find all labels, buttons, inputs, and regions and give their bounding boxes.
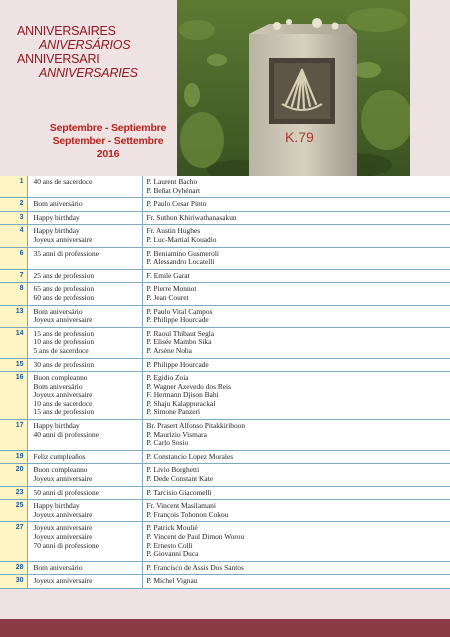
day-number: 1 xyxy=(0,176,27,198)
month-heading xyxy=(20,122,196,161)
day-number: 3 xyxy=(0,211,27,225)
person-name: Fr. Vincent Masilamani xyxy=(146,501,216,511)
event-text: Happy birthday xyxy=(33,212,80,222)
names-cell xyxy=(142,305,450,327)
header-photo xyxy=(177,0,410,176)
event-text: 5 ans de sacerdoce xyxy=(33,345,89,355)
names-cell xyxy=(142,176,450,198)
person-name: P. Shaju Kalappurackal xyxy=(146,398,216,408)
person-name: P. Luc-Martial Kouadio xyxy=(146,234,217,244)
names-cell xyxy=(142,522,450,561)
person-name: P. Paulo Vital Campos xyxy=(146,306,213,316)
person-name: P. Raoul Thibaut Segla xyxy=(146,328,215,338)
event-text: Buon compleanno xyxy=(33,465,88,475)
event-text: 50 anni di professione xyxy=(33,487,99,497)
person-name: Br. Prasert Alfonso Pitakkiriboon xyxy=(146,421,246,431)
event-text: 25 ans de profession xyxy=(33,270,95,280)
names-cell xyxy=(142,450,450,464)
table-row xyxy=(0,225,450,247)
event-cell xyxy=(27,420,142,451)
table-row xyxy=(0,464,450,486)
table-row xyxy=(0,372,450,420)
person-name: P. Elisée Mambo Sika xyxy=(146,337,212,347)
names-cell xyxy=(142,211,450,225)
day-number: 4 xyxy=(0,225,27,247)
event-text: Bom aniversário xyxy=(33,306,83,316)
table-row xyxy=(0,269,450,283)
event-text: Happy birthday xyxy=(33,421,80,431)
day-number: 7 xyxy=(0,269,27,283)
person-name: P. Michel Vignau xyxy=(146,576,198,586)
table-row xyxy=(0,283,450,305)
person-name: P. Pierre Monnot xyxy=(146,284,197,294)
person-name: P. Simone Panzeri xyxy=(146,407,201,417)
table-row xyxy=(0,358,450,372)
event-cell xyxy=(27,522,142,561)
event-cell xyxy=(27,358,142,372)
names-cell xyxy=(142,269,450,283)
photo-credit-strip xyxy=(437,4,447,124)
event-text: 40 ans de sacerdoce xyxy=(33,177,93,186)
person-name: P. Paulo Cesar Pinto xyxy=(146,199,207,209)
plaque-number: K.79 xyxy=(285,129,314,145)
event-text: Joyeux anniversaire xyxy=(33,234,93,244)
event-text: Joyeux anniversaire xyxy=(33,523,93,533)
table-row xyxy=(0,211,450,225)
event-text: 15 ans de profession xyxy=(33,328,95,338)
event-cell xyxy=(27,561,142,575)
event-cell xyxy=(27,464,142,486)
event-text: 30 ans de profession xyxy=(33,359,95,369)
table-row xyxy=(0,247,450,269)
day-number: 17 xyxy=(0,420,27,451)
event-text: Joyeux anniversaire xyxy=(33,576,93,586)
person-name: Fr. Suthon Khiriwathanasakun xyxy=(146,212,237,222)
event-cell xyxy=(27,575,142,589)
event-text: Joyeux anniversaire xyxy=(33,390,93,400)
day-number: 15 xyxy=(0,358,27,372)
person-name: P. Vincent de Paul Dimon Worou xyxy=(146,532,245,541)
names-cell xyxy=(142,464,450,486)
title-block xyxy=(17,24,138,80)
event-cell xyxy=(27,211,142,225)
table-row xyxy=(0,420,450,451)
person-name: P. Arsène Noba xyxy=(146,345,192,355)
month-line-1: Septembre - Septiembre xyxy=(49,122,167,134)
month-line-2: September - Settembre xyxy=(52,135,164,147)
table-row xyxy=(0,176,450,198)
event-text: Joyeux anniversaire xyxy=(33,315,93,325)
month-year: 2016 xyxy=(96,148,120,160)
event-cell xyxy=(27,269,142,283)
day-number: 28 xyxy=(0,561,27,575)
event-text: Buon compleanno xyxy=(33,373,88,383)
person-name: P. François Tohonon Cokou xyxy=(146,509,229,519)
event-text: Joyeux anniversaire xyxy=(33,474,93,484)
day-number: 14 xyxy=(0,327,27,358)
event-text: 10 ans de profession xyxy=(33,337,95,347)
names-cell xyxy=(142,575,450,589)
event-text: 60 ans de profession xyxy=(33,292,95,302)
names-cell xyxy=(142,283,450,305)
day-number: 19 xyxy=(0,450,27,464)
event-text: Joyeux anniversaire xyxy=(33,532,93,541)
event-text: 70 anni di professione xyxy=(33,540,99,550)
event-cell xyxy=(27,372,142,420)
names-cell xyxy=(142,486,450,500)
names-cell xyxy=(142,561,450,575)
day-number: 27 xyxy=(0,522,27,561)
event-cell xyxy=(27,225,142,247)
event-text: Happy birthday xyxy=(33,501,80,511)
page-footer-bar xyxy=(0,619,450,637)
person-name: F. Hermann Djison Bahi xyxy=(146,390,219,400)
person-name: P. Tarcisio Giacomelli xyxy=(146,487,212,497)
table-row xyxy=(0,500,450,522)
day-number: 6 xyxy=(0,247,27,269)
names-cell xyxy=(142,420,450,451)
person-name: P. Jean Couret xyxy=(146,292,189,302)
day-number: 16 xyxy=(0,372,27,420)
table-row xyxy=(0,561,450,575)
event-cell xyxy=(27,486,142,500)
table-row xyxy=(0,450,450,464)
event-text: Bom aniversário xyxy=(33,199,83,209)
person-name: P. Patrick Moulié xyxy=(146,523,198,533)
table-row xyxy=(0,305,450,327)
stone-marker-photo xyxy=(177,0,410,176)
names-cell xyxy=(142,327,450,358)
table-row xyxy=(0,327,450,358)
person-name: P. Philippe Hourcade xyxy=(146,315,209,325)
event-cell xyxy=(27,500,142,522)
day-number: 13 xyxy=(0,305,27,327)
event-cell xyxy=(27,247,142,269)
table-row xyxy=(0,522,450,561)
names-cell xyxy=(142,247,450,269)
event-text: Bom aniversário xyxy=(33,562,83,572)
table-row xyxy=(0,486,450,500)
anniversary-table xyxy=(0,176,450,589)
person-name: P. Giovanni Duca xyxy=(146,549,199,559)
person-name: P. Ernesto Colli xyxy=(146,540,193,550)
person-name: P. Laurent Bacho xyxy=(146,177,198,186)
anniversary-table-body xyxy=(0,176,450,588)
event-cell xyxy=(27,176,142,198)
title-english: ANNIVERSARIES xyxy=(39,66,138,80)
person-name: P. Alessandro Locatelli xyxy=(146,257,215,267)
person-name: P. Livio Borghetti xyxy=(146,465,200,475)
person-name: P. Egidio Zoia xyxy=(146,373,189,383)
event-text: 15 ans de profession xyxy=(33,407,95,417)
title-french: ANNIVERSAIRES xyxy=(17,24,116,38)
person-name: Fr. Austin Hughes xyxy=(146,226,201,236)
event-cell xyxy=(27,305,142,327)
person-name: P. Maurizio Vismara xyxy=(146,429,207,439)
person-name: P. Wagner Azevedo dos Reis xyxy=(146,381,231,391)
event-text: 35 anni di professione xyxy=(33,248,99,258)
person-name: P. Constancio Lopez Morales xyxy=(146,451,234,461)
names-cell xyxy=(142,500,450,522)
day-number: 8 xyxy=(0,283,27,305)
table-row xyxy=(0,198,450,212)
event-cell xyxy=(27,327,142,358)
day-number: 23 xyxy=(0,486,27,500)
event-text: Bom aniversário xyxy=(33,381,83,391)
names-cell xyxy=(142,372,450,420)
person-name: P. Philippe Hourcade xyxy=(146,359,209,369)
event-text: Feliz cumpleaños xyxy=(33,451,86,461)
person-name: P. Francisco de Assis Dos Santos xyxy=(146,562,244,572)
person-name: P. Beniamino Gusmeroli xyxy=(146,248,219,258)
event-text: Joyeux anniversaire xyxy=(33,509,93,519)
table-row xyxy=(0,575,450,589)
event-text: 40 anni di professione xyxy=(33,429,99,439)
day-number: 25 xyxy=(0,500,27,522)
names-cell xyxy=(142,225,450,247)
person-name: P. Carlo Sosio xyxy=(146,438,189,448)
event-cell xyxy=(27,450,142,464)
names-cell xyxy=(142,358,450,372)
day-number: 2 xyxy=(0,198,27,212)
day-number: 30 xyxy=(0,575,27,589)
person-name: P. Beñat Oyhénart xyxy=(146,185,201,195)
event-text: 65 ans de profession xyxy=(33,284,95,294)
event-text: Happy birthday xyxy=(33,226,80,236)
person-name: P. Dede Constant Kate xyxy=(146,474,214,484)
event-cell xyxy=(27,198,142,212)
event-cell xyxy=(27,283,142,305)
title-italian: ANNIVERSARI xyxy=(17,52,100,66)
names-cell xyxy=(142,198,450,212)
person-name: F. Emile Garat xyxy=(146,270,190,280)
page-header xyxy=(0,0,450,176)
title-portuguese: ANIVERSÁRIOS xyxy=(39,38,131,52)
day-number: 20 xyxy=(0,464,27,486)
event-text: 10 ans de sacerdoce xyxy=(33,398,93,408)
